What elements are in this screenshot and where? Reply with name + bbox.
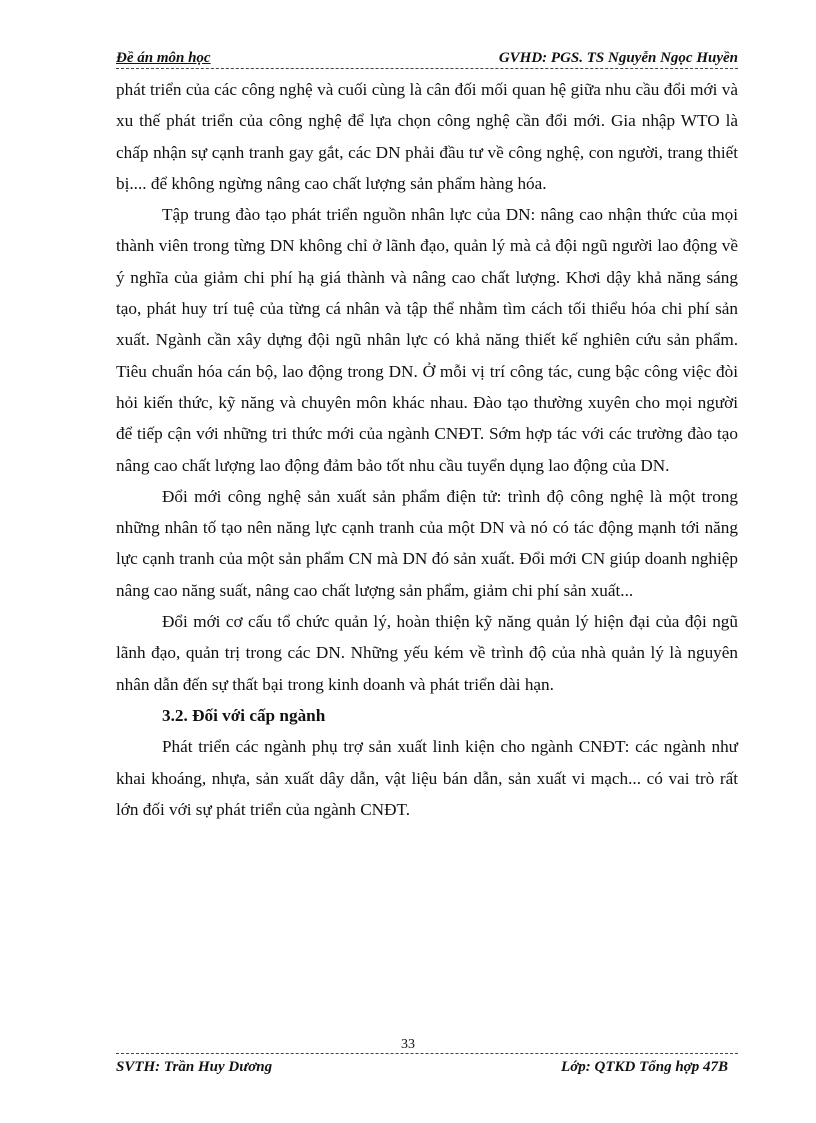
header-instructor: GVHD: PGS. TS Nguyễn Ngọc Huyền xyxy=(498,50,738,66)
paragraph-human-resources: Tập trung đào tạo phát triển nguồn nhân lực của DN: nâng cao nhận thức của mọi thành viên trong từng DN không chỉ ở lãnh đạo, quản lý mà cả đội ngũ người lao động về ý nghĩa của giảm chi phí hạ giá thành và nâng cao chất lượng. Khơi dậy khả năng sáng tạo, phát huy trí tuệ của từng cá nhân và tập thể nhằm tìm cách tối thiểu hóa chi phí sản xuất. Ngành cần xây dựng đội ngũ nhân lực có khả năng thiết kế nghiên cứu sản phẩm. Tiêu chuẩn hóa cán bộ, lao động trong DN. Ở mỗi vị trí công tác, cung bậc công việc đòi hỏi kiến thức, kỹ năng và chuyên môn khác nhau. Đào tạo thường xuyên cho mọi người để tiếp cận với những tri thức mới của ngành CNĐT. Sớm hợp tác với các trường đào tạo nâng cao chất lượng lao động đảm bảo tốt nhu cầu tuyển dụng lao động của DN. xyxy=(116,205,738,475)
page-body xyxy=(116,74,738,825)
header-course-title: Đề án môn học xyxy=(116,50,211,66)
section-heading: 3.2. Đối với cấp ngành xyxy=(162,705,326,725)
page-header xyxy=(116,48,738,69)
page-footer xyxy=(116,1053,738,1078)
footer-student: SVTH: Trần Huy Dương xyxy=(116,1059,273,1075)
paragraph-technology-innovation: Đổi mới công nghệ sản xuất sản phẩm điện tử: trình độ công nghệ là một trong những nhân tố tạo nên năng lực cạnh tranh của một DN và nó có tác động mạnh tới năng lực cạnh tranh của một sản phẩm CN mà DN đó sản xuất. Đổi mới CN giúp doanh nghiệp nâng cao năng suất, nâng cao chất lượng sản phẩm, giảm chi phí sản xuất... xyxy=(116,486,738,600)
paragraph-supporting-industries: Phát triển các ngành phụ trợ sản xuất linh kiện cho ngành CNĐT: các ngành như khai khoáng, nhựa, sản xuất dây dẫn, vật liệu bán dẫn, sản xuất vi mạch... có vai trò rất lớn đối với sự phát triển của ngành CNĐT. xyxy=(116,737,738,819)
page-number: 33 xyxy=(401,1037,415,1052)
paragraph-continuation: phát triển của các công nghệ và cuối cùng là cân đối mối quan hệ giữa nhu cầu đổi mới và xu thế phát triển của công nghệ để lựa chọn công nghệ cần đổi mới. Gia nhập WTO là chấp nhận sự cạnh tranh gay gắt, các DN phải đầu tư về công nghệ, con người, trang thiết bị.... để không ngừng nâng cao chất lượng sản phẩm hàng hóa. xyxy=(116,80,738,193)
footer-class: Lớp: QTKD Tổng hợp 47B xyxy=(561,1059,728,1075)
paragraph-management-structure: Đổi mới cơ cấu tổ chức quản lý, hoàn thiện kỹ năng quản lý hiện đại của đội ngũ lãnh đạo, quản trị trong các DN. Những yếu kém về trình độ của nhà quản lý là nguyên nhân dẫn đến sự thất bại trong kinh doanh và phát triển dài hạn. xyxy=(116,612,738,694)
